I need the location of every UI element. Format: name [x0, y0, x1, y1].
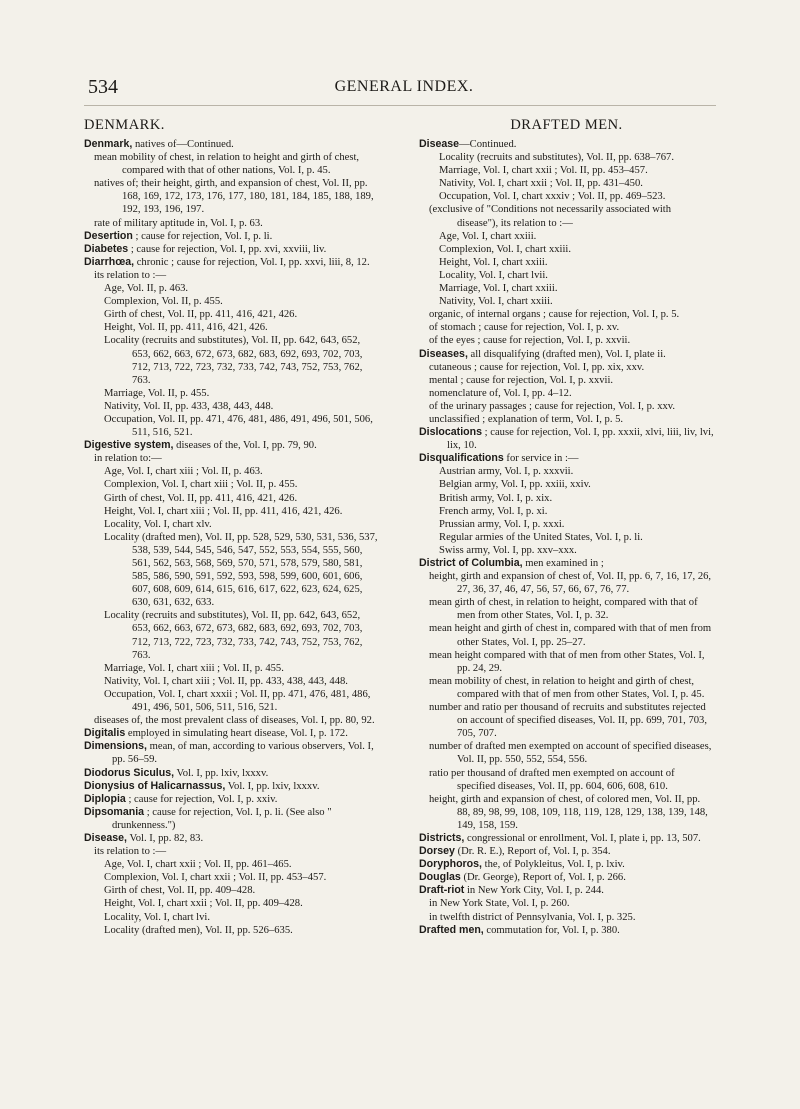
page-header	[84, 76, 724, 100]
index-subentry	[419, 190, 714, 203]
entry-text: Nativity, Vol. II, pp. 433, 438, 443, 448.	[104, 400, 274, 412]
entry-text: Height, Vol. I, chart xxiii.	[439, 256, 548, 268]
entry-text: Locality (recruits and substitutes), Vol. II, pp. 642, 643, 652, 653, 662, 663, 672, 673, 682, 683, 692, 693, 702, 703, 712, 713, 722, 723, 732, 733, 742, 743, 752, 753, 762, 763.	[104, 610, 363, 661]
index-subentry	[419, 701, 714, 740]
entry-headword: Districts,	[419, 831, 465, 844]
index-entry	[419, 924, 714, 937]
index-subentry	[84, 217, 379, 230]
entry-text: chronic ; cause for rejection, Vol. I, pp. xxvi, liii, 8, 12.	[134, 256, 370, 268]
index-entry	[84, 793, 379, 806]
entry-text: of the urinary passages ; cause for rejection, Vol. I, p. xxv.	[429, 400, 676, 412]
entry-text: Age, Vol. I, chart xiii ; Vol. II, p. 463.	[104, 466, 263, 478]
entry-headword: Douglas	[419, 871, 461, 884]
entry-text: Age, Vol. I, chart xxii ; Vol. II, pp. 461–465.	[104, 859, 292, 871]
entry-text: (Dr. George), Report of, Vol. I, p. 266.	[460, 872, 626, 884]
index-subentry	[84, 714, 379, 727]
entry-text: natives of; their height, girth, and expansion of chest, Vol. II, pp. 168, 169, 172, 173, 176, 177, 180, 181, 184, 185, 188, 189, 192, 193, 196, 197.	[94, 178, 374, 216]
entry-text: employed in simulating heart disease, Vol. I, p. 172.	[125, 728, 348, 740]
entry-text: height, girth and expansion of chest, of colored men, Vol. II, pp. 88, 89, 98, 99, 108, 109, 118, 119, 128, 129, 138, 139, 148, 149, 158, 159.	[429, 793, 708, 831]
entry-headword: Diabetes	[84, 242, 129, 255]
entry-text: mean height compared with that of men from other States, Vol. I, pp. 24, 29.	[429, 649, 705, 674]
entry-text: Locality, Vol. I, chart xlv.	[104, 518, 212, 530]
entry-text: in New York State, Vol. I, p. 260.	[429, 898, 570, 910]
entry-text: Vol. I, pp. lxiv, lxxxv.	[174, 767, 269, 779]
index-entry	[84, 138, 379, 151]
entry-text: of stomach ; cause for rejection, Vol. I, p. xv.	[429, 322, 620, 334]
entry-text: ; cause for rejection, Vol. I, pp. xxxii, xlvi, liii, liv, lvi, lix, 10.	[447, 427, 714, 452]
index-subentry	[419, 151, 714, 164]
left-column	[84, 116, 379, 937]
entry-text: (Dr. R. E.), Report of, Vol. I, p. 354.	[454, 846, 611, 858]
index-subentry	[419, 570, 714, 596]
index-subentry	[419, 400, 714, 413]
index-entry	[419, 858, 714, 871]
index-entry	[84, 806, 379, 832]
entry-text: Locality (recruits and substitutes), Vol. II, pp. 642, 643, 652, 653, 662, 663, 672, 673, 682, 683, 692, 693, 702, 703, 712, 713, 722, 723, 732, 733, 742, 743, 752, 753, 762, 763.	[104, 335, 363, 386]
index-subentry	[84, 465, 379, 478]
entry-text: rate of military aptitude in, Vol. I, p. 63.	[94, 217, 263, 229]
entry-text: Height, Vol. II, pp. 411, 416, 421, 426.	[104, 322, 268, 334]
index-subentry	[419, 740, 714, 766]
entry-text: mean mobility of chest, in relation to height and girth of chest, compared with that of other nations, Vol. I, p. 45.	[94, 152, 360, 177]
index-subentry	[84, 282, 379, 295]
entry-text: Swiss army, Vol. I, pp. xxv–xxx.	[439, 544, 577, 556]
entry-text: —Continued.	[459, 139, 517, 150]
index-entry	[84, 740, 379, 766]
index-subentry	[419, 177, 714, 190]
index-subentry	[419, 649, 714, 675]
index-subentry	[419, 622, 714, 648]
index-entry	[419, 832, 714, 845]
index-subentry	[84, 269, 379, 282]
entry-headword: Diplopia	[84, 792, 126, 805]
index-subentry	[84, 308, 379, 321]
entry-text: Occupation, Vol. I, chart xxxii ; Vol. II, pp. 471, 476, 481, 486, 491, 496, 501, 506, 511, 516, 521.	[104, 688, 371, 714]
index-subentry	[84, 662, 379, 675]
index-subentry	[419, 767, 714, 793]
entry-text: number of drafted men exempted on account of specified diseases, Vol. II, pp. 550, 552, 554, 556.	[429, 741, 712, 766]
index-entry	[84, 439, 379, 452]
entry-headword: District of Columbia,	[419, 557, 523, 569]
entry-headword: Dorsey	[419, 845, 455, 858]
entry-text: Complexion, Vol. I, chart xxii ; Vol. II, pp. 453–457.	[104, 872, 327, 884]
entry-text: Occupation, Vol. I, chart xxxiv ; Vol. II, pp. 469–523.	[439, 191, 666, 203]
entry-text: mean mobility of chest, in relation to height and girth of chest, compared with that of men from other States, Vol. I, p. 45.	[429, 675, 705, 700]
index-subentry	[419, 203, 714, 229]
entry-text: Girth of chest, Vol. II, pp. 409–428.	[104, 885, 256, 897]
entry-text: Height, Vol. I, chart xiii ; Vol. II, pp. 411, 416, 421, 426.	[104, 505, 343, 517]
entry-text: British army, Vol. I, p. xix.	[439, 492, 553, 504]
entry-text: Regular armies of the United States, Vol. I, p. li.	[439, 531, 643, 543]
entry-text: ; cause for rejection, Vol. I, pp. xvi, xxviii, liv.	[128, 243, 327, 255]
index-subentry	[84, 321, 379, 334]
entry-text: Locality, Vol. I, chart lvi.	[104, 911, 211, 923]
entry-text: natives of—Continued.	[132, 139, 234, 150]
entry-headword: Desertion	[84, 229, 133, 242]
entry-text: commutation for, Vol. I, p. 380.	[483, 924, 620, 936]
index-entry	[419, 871, 714, 884]
entry-headword: Disease,	[84, 831, 127, 844]
index-subentry	[419, 911, 714, 924]
index-subentry	[84, 334, 379, 386]
entry-text: its relation to :—	[94, 269, 167, 281]
entry-text: Vol. I, pp. 82, 83.	[127, 832, 204, 844]
index-subentry	[419, 269, 714, 282]
entry-headword: Dionysius of Halicarnassus,	[84, 779, 226, 792]
entry-headword: Drafted men,	[419, 923, 484, 936]
index-entry	[84, 767, 379, 780]
entry-text: cutaneous ; cause for rejection, Vol. I, pp. xix, xxv.	[429, 361, 645, 373]
header-rule	[84, 105, 716, 106]
entry-text: in New York City, Vol. I, p. 244.	[464, 885, 604, 897]
entry-text: Marriage, Vol. I, chart xxii ; Vol. II, pp. 453–457.	[439, 165, 648, 177]
entry-text: Marriage, Vol. I, chart xxiii.	[439, 283, 558, 295]
left-guide-word: DENMARK.	[84, 117, 165, 133]
entry-text: Belgian army, Vol. I, pp. xxiii, xxiv.	[439, 479, 591, 491]
entry-text: Marriage, Vol. II, p. 455.	[104, 387, 210, 399]
entry-text: Age, Vol. I, chart xxiii.	[439, 230, 537, 242]
index-subentry	[84, 911, 379, 924]
index-subentry	[419, 374, 714, 387]
index-subentry	[419, 334, 714, 347]
index-subentry	[419, 282, 714, 295]
index-subentry	[419, 596, 714, 622]
index-subentry	[84, 609, 379, 661]
entry-text: (exclusive of "Conditions not necessarily associated with disease"), its relation to :—	[429, 204, 672, 229]
entry-text: congressional or enrollment, Vol. I, plate i, pp. 13, 507.	[464, 832, 701, 844]
index-subentry	[84, 897, 379, 910]
index-subentry	[419, 492, 714, 505]
index-subentry	[84, 858, 379, 871]
right-guide-word: DRAFTED MEN.	[510, 117, 623, 133]
index-subentry	[84, 675, 379, 688]
index-subentry	[419, 505, 714, 518]
right-column	[419, 116, 714, 937]
entry-headword: Dimensions,	[84, 740, 147, 753]
index-subentry	[84, 884, 379, 897]
index-entry	[84, 727, 379, 740]
entry-text: in relation to:—	[94, 453, 162, 465]
entry-text: Complexion, Vol. I, chart xxiii.	[439, 243, 572, 255]
entry-text: ; cause for rejection, Vol. I, p. li.	[132, 230, 273, 242]
index-subentry	[419, 413, 714, 426]
entry-text: mean girth of chest, in relation to height, compared with that of men from other States, Vol. I, p. 32.	[429, 597, 698, 622]
index-subentry	[84, 387, 379, 400]
index-entry	[419, 557, 714, 570]
entry-text: ; cause for rejection, Vol. I, p. li. (See also " drunkenness.")	[112, 806, 332, 831]
entry-headword: Draft-riot	[419, 884, 465, 897]
index-subentry	[419, 321, 714, 334]
index-subentry	[84, 400, 379, 413]
entry-text: ratio per thousand of drafted men exempted on account of specified diseases, Vol. II, pp. 604, 606, 608, 610.	[429, 767, 675, 792]
entry-text: Vol. I, pp. lxiv, lxxxv.	[225, 780, 320, 792]
entry-text: Nativity, Vol. I, chart xxiii.	[439, 296, 553, 308]
page-number: 534	[88, 76, 118, 98]
index-subentry	[84, 413, 379, 439]
entry-text: Occupation, Vol. II, pp. 471, 476, 481, 486, 491, 496, 501, 506, 511, 516, 521.	[104, 413, 373, 439]
index-entry	[84, 256, 379, 269]
index-subentry	[419, 465, 714, 478]
entry-text: diseases of the, Vol. I, pp. 79, 90.	[173, 440, 317, 452]
index-subentry	[419, 295, 714, 308]
entry-text: all disqualifying (drafted men), Vol. I, plate ii.	[467, 348, 666, 360]
entry-headword: Denmark,	[84, 138, 133, 150]
entry-text: men examined in ;	[522, 558, 604, 569]
index-entry	[419, 845, 714, 858]
index-subentry	[419, 544, 714, 557]
entry-text: Height, Vol. I, chart xxii ; Vol. II, pp. 409–428.	[104, 898, 303, 910]
entry-text: Marriage, Vol. I, chart xiii ; Vol. II, p. 455.	[104, 662, 284, 674]
index-subentry	[84, 177, 379, 216]
index-subentry	[84, 688, 379, 714]
entry-text: in twelfth district of Pennsylvania, Vol. I, p. 325.	[429, 911, 636, 923]
index-subentry	[419, 256, 714, 269]
entry-text: Complexion, Vol. II, p. 455.	[104, 296, 223, 308]
entry-headword: Diodorus Siculus,	[84, 766, 175, 779]
entry-headword: Dislocations	[419, 426, 482, 439]
index-subentry	[419, 243, 714, 256]
index-subentry	[84, 505, 379, 518]
entry-text: unclassified ; explanation of term, Vol. I, p. 5.	[429, 413, 624, 425]
entry-text: French army, Vol. I, p. xi.	[439, 505, 548, 517]
index-entry	[84, 780, 379, 793]
index-entry	[84, 832, 379, 845]
entry-text: diseases of, the most prevalent class of diseases, Vol. I, pp. 80, 92.	[94, 715, 375, 727]
index-entry	[419, 138, 714, 151]
index-subentry	[419, 897, 714, 910]
entry-headword: Doryphoros,	[419, 858, 482, 871]
index-subentry	[84, 151, 379, 177]
entry-text: Nativity, Vol. I, chart xxii ; Vol. II, pp. 431–450.	[439, 178, 643, 190]
index-subentry	[419, 478, 714, 491]
entry-text: Locality (drafted men), Vol. II, pp. 526–635.	[104, 924, 293, 936]
entry-text: Girth of chest, Vol. II, pp. 411, 416, 421, 426.	[104, 492, 298, 504]
entry-text: Locality, Vol. I, chart lvii.	[439, 269, 548, 281]
entry-text: mental ; cause for rejection, Vol. I, p. xxvii.	[429, 374, 614, 386]
index-subentry	[419, 793, 714, 832]
index-subentry	[419, 531, 714, 544]
index-subentry	[419, 308, 714, 321]
entry-text: for service in :—	[503, 453, 579, 465]
index-subentry	[84, 295, 379, 308]
entry-text: number and ratio per thousand of recruits and substitutes rejected on account of specified diseases, Vol. II, pp. 699, 701, 703, 705, 707.	[429, 702, 707, 740]
entry-headword: Digitalis	[84, 727, 126, 740]
index-entry	[419, 426, 714, 452]
entry-text: Nativity, Vol. I, chart xiii ; Vol. II, pp. 433, 438, 443, 448.	[104, 675, 348, 687]
running-title: GENERAL INDEX.	[334, 78, 474, 95]
entry-headword: Dipsomania	[84, 805, 145, 818]
index-subentry	[84, 492, 379, 505]
index-subentry	[84, 478, 379, 491]
entry-text: Girth of chest, Vol. II, pp. 411, 416, 421, 426.	[104, 309, 298, 321]
entry-headword: Diarrhœa,	[84, 255, 135, 268]
entry-headword: Disqualifications	[419, 452, 504, 465]
right-entry-list	[419, 138, 714, 937]
entry-text: height, girth and expansion of chest of, Vol. II, pp. 6, 7, 16, 17, 26, 27, 36, 37, 46, 47, 56, 57, 66, 67, 76, 77.	[429, 571, 712, 596]
entry-headword: Digestive system,	[84, 439, 174, 452]
entry-headword: Disease	[419, 138, 460, 150]
entry-text: nomenclature of, Vol. I, pp. 4–12.	[429, 387, 572, 399]
index-subentry	[419, 361, 714, 374]
left-entry-list	[84, 138, 379, 937]
index-subentry	[419, 164, 714, 177]
index-entry	[84, 230, 379, 243]
entry-text: Locality (drafted men), Vol. II, pp. 528, 529, 530, 531, 536, 537, 538, 539, 544, 545, 546, 547, 552, 553, 554, 555, 560, 561, 562, 563, 568, 569, 570, 571, 578, 579, 580, 581, 585, 586, 590, 591, 592, 593, 598, 599, 600, 601, 606, 607, 608, 609, 614, 615, 616, 617, 622, 623, 624, 625, 630, 631, 632, 633.	[104, 531, 378, 609]
index-subentry	[419, 675, 714, 701]
index-subentry	[419, 518, 714, 531]
entry-text: Age, Vol. II, p. 463.	[104, 283, 189, 295]
entry-text: Prussian army, Vol. I, p. xxxi.	[439, 518, 565, 530]
entry-text: of the eyes ; cause for rejection, Vol. I, p. xxvii.	[429, 335, 631, 347]
index-entry	[419, 348, 714, 361]
entry-text: Locality (recruits and substitutes), Vol. II, pp. 638–767.	[439, 152, 674, 164]
entry-text: the, of Polykleitus, Vol. I, p. lxiv.	[481, 859, 625, 871]
index-subentry	[419, 387, 714, 400]
index-entry	[84, 243, 379, 256]
entry-text: Complexion, Vol. I, chart xiii ; Vol. II, p. 455.	[104, 479, 298, 491]
index-subentry	[84, 924, 379, 937]
index-entry	[419, 884, 714, 897]
entry-text: organic, of internal organs ; cause for rejection, Vol. I, p. 5.	[429, 309, 680, 321]
index-subentry	[84, 531, 379, 610]
entry-text: mean height and girth of chest in, compared with that of men from other States, Vol. I, pp. 25–27.	[429, 623, 712, 648]
index-entry	[419, 452, 714, 465]
entry-text: ; cause for rejection, Vol. I, p. xxiv.	[125, 793, 278, 805]
entry-headword: Diseases,	[419, 347, 468, 360]
entry-text: its relation to :—	[94, 846, 167, 858]
index-subentry	[84, 871, 379, 884]
index-subentry	[84, 845, 379, 858]
index-subentry	[84, 452, 379, 465]
entry-text: Austrian army, Vol. I, p. xxxvii.	[439, 466, 574, 478]
index-subentry	[419, 230, 714, 243]
index-subentry	[84, 518, 379, 531]
entry-text: mean, of man, according to various observers, Vol. I, pp. 56–59.	[112, 741, 374, 766]
